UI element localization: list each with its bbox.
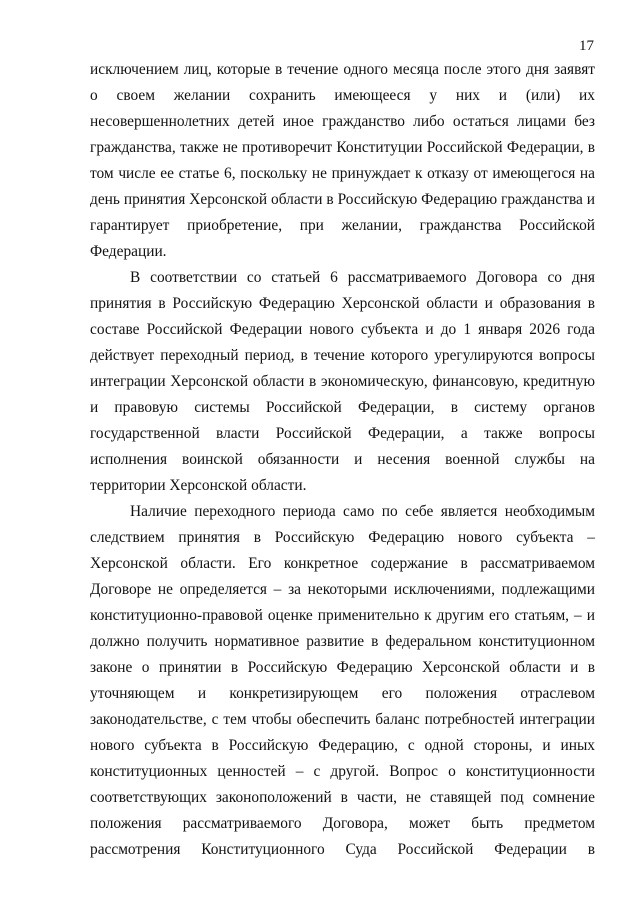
paragraph-3-line-13: положения рассматриваемого Договора, может быть предметом [90,815,595,832]
paragraph-3-line-12: соответствующих законоположений в части, не ставящей под сомнение [90,789,595,806]
paragraph-2-line-4: действует переходный период, в течение которого урегулируются вопросы [90,347,595,364]
paragraph-3-line-7: законе о принятии в Российскую Федерацию Херсонской области и в [90,659,595,676]
paragraph-1-line-5: том числе ее статье 6, поскольку не принуждает к отказу от имеющегося на [90,165,595,182]
paragraph-2-line-5: интеграции Херсонской области в экономическую, финансовую, кредитную [90,373,595,390]
paragraph-2-line-8: исполнения воинской обязанности и несения военной службы на [90,451,595,468]
paragraph-3-line-2: следствием принятия в Российскую Федерацию нового субъекта – [90,529,595,546]
paragraph-1-line-2: о своем желании сохранить имеющееся у них и (или) их [90,87,595,104]
paragraph-2-line-6: и правовую системы Российской Федерации, в систему органов [90,399,595,416]
page-number: 17 [579,38,594,54]
paragraph-1-line-1: исключением лиц, которые в течение одного месяца после этого дня заявят [90,61,595,78]
paragraph-3-line-3: Херсонской области. Его конкретное содержание в рассматриваемом [90,555,595,572]
paragraph-3-line-5: конституционно-правовой оценке применительно к другим его статьям, – и [90,607,595,624]
paragraph-1-line-6: день принятия Херсонской области в Российскую Федерацию гражданства и [90,191,595,208]
paragraph-3-line-14: рассмотрения Конституционного Суда Российской Федерации в [90,841,595,858]
paragraph-1-line-7: гарантирует приобретение, при желании, гражданства Российской [90,217,595,234]
paragraph-2-line-3: составе Российской Федерации нового субъекта и до 1 января 2026 года [90,321,595,338]
paragraph-3-line-9: законодательстве, с тем чтобы обеспечить баланс потребностей интеграции [90,711,595,728]
paragraph-1-line-4: гражданства, также не противоречит Конституции Российской Федерации, в [90,139,595,156]
paragraph-3-line-1: Наличие переходного периода само по себе является необходимым [130,503,595,520]
paragraph-2-line-9: территории Херсонской области. [90,477,307,494]
paragraph-3-line-10: нового субъекта в Российскую Федерацию, с одной стороны, и иных [90,737,595,754]
paragraph-3-line-4: Договоре не определяется – за некоторыми исключениями, подлежащими [90,581,595,598]
paragraph-3-line-11: конституционных ценностей – с другой. Вопрос о конституционности [90,763,595,780]
paragraph-3-line-6: должно получить нормативное развитие в федеральном конституционном [90,633,595,650]
paragraph-1-line-8: Федерации. [90,243,167,260]
paragraph-2-line-7: государственной власти Российской Федерации, а также вопросы [90,425,595,442]
paragraph-2-line-1: В соответствии со статьей 6 рассматриваемого Договора со дня [130,269,595,286]
paragraph-1-line-3: несовершеннолетних детей иное гражданство либо остаться лицами без [90,113,595,130]
paragraph-2-line-2: принятия в Российскую Федерацию Херсонской области и образования в [90,295,595,312]
paragraph-3-line-8: уточняющем и конкретизирующем его положения отраслевом [90,685,595,702]
